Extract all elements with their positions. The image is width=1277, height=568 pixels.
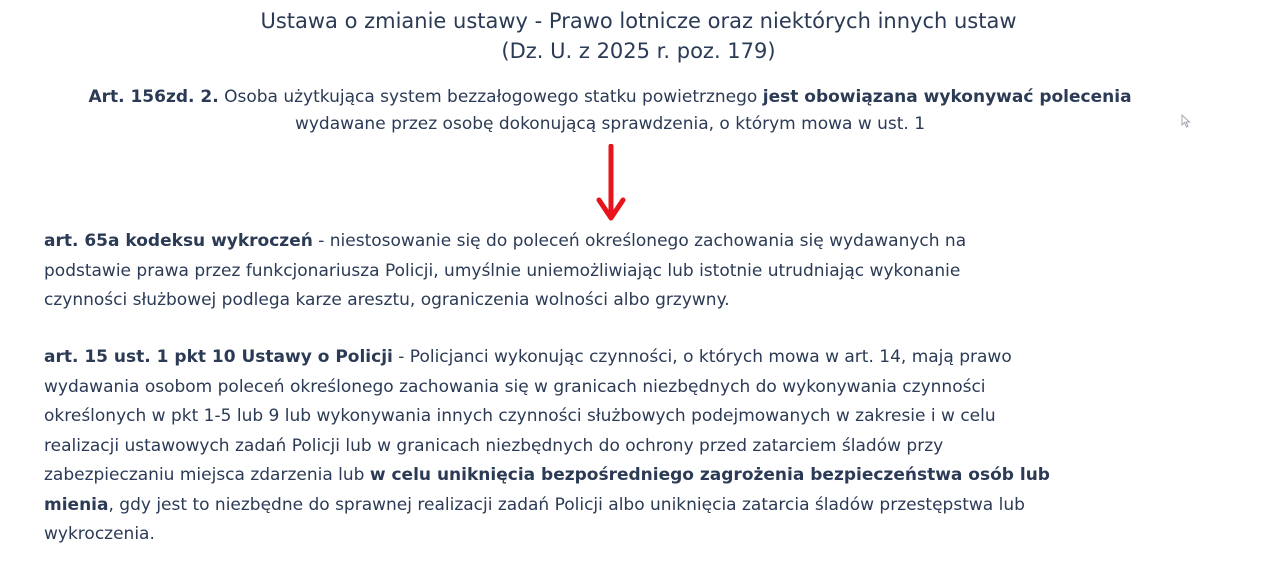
- para1-line-2: podstawie prawa przez funkcjonariusza Policji, umyślnie uniemożliwiając lub istotnie utrudniając wykonanie: [44, 260, 961, 281]
- para2-ref: art. 15 ust. 1 pkt 10 Ustawy o Policji: [44, 347, 393, 367]
- para2-line-6: [44, 491, 1050, 521]
- intro-text: Osoba użytkująca system bezzałogowego statku powietrznego: [218, 87, 763, 107]
- paragraph-art-65a: [44, 227, 966, 316]
- para1-line-1: [44, 227, 966, 257]
- para2-text-6: , gdy jest to niezbędne do sprawnej realizacji zadań Policji albo uniknięcia zatarcia śladów przestępstwa lub: [108, 494, 1025, 515]
- arrow-down-icon: [596, 144, 626, 224]
- para2-bold-5: w celu uniknięcia bezpośredniego zagrożenia bezpieczeństwa osób lub: [369, 465, 1050, 485]
- para1-ref: art. 65a kodeksu wykroczeń: [44, 231, 313, 251]
- intro-ref: Art. 156zd. 2.: [88, 87, 219, 107]
- article-156zd-quote: [0, 84, 1220, 138]
- para1-line-3: czynności służbowej podlega karze aresztu, ograniczenia wolności albo grzywny.: [44, 290, 730, 310]
- mouse-cursor-icon: [1181, 114, 1191, 128]
- para1-text-1: - niestosowanie się do poleceń określonego zachowania się wydawanych na: [312, 231, 967, 251]
- slide-title: [0, 6, 1277, 66]
- para2-text-1: - Policjanci wykonując czynności, o których mowa w art. 14, mają prawo: [392, 347, 1012, 367]
- title-line-1: Ustawa o zmianie ustawy - Prawo lotnicze oraz niektórych innych ustaw: [260, 9, 1017, 33]
- para2-line-7: wykroczenia.: [44, 524, 155, 544]
- intro-line-2: wydawane przez osobę dokonującą sprawdzenia, o którym mowa w ust. 1: [294, 114, 926, 134]
- para2-bold-6: mienia: [44, 494, 109, 515]
- intro-line-1: [0, 84, 1220, 111]
- para2-line-3: określonych w pkt 1-5 lub 9 lub wykonywania innych czynności służbowych podejmowanych w zakresie i w celu: [44, 406, 996, 426]
- para2-text-5: zabezpieczaniu miejsca zdarzenia lub: [44, 465, 370, 485]
- para2-line-2: wydawania osobom poleceń określonego zachowania się w granicach niezbędnych do wykonywania czynności: [44, 376, 986, 397]
- para2-line-1: [44, 343, 1050, 373]
- paragraph-art-15: [44, 343, 1050, 550]
- para2-line-4: realizacji ustawowych zadań Policji lub w granicach niezbędnych do ochrony przed zatarciem śladów przy: [44, 435, 944, 456]
- para2-line-5: [44, 461, 1050, 491]
- intro-bold: jest obowiązana wykonywać polecenia: [762, 87, 1132, 107]
- title-line-2: (Dz. U. z 2025 r. poz. 179): [501, 39, 776, 63]
